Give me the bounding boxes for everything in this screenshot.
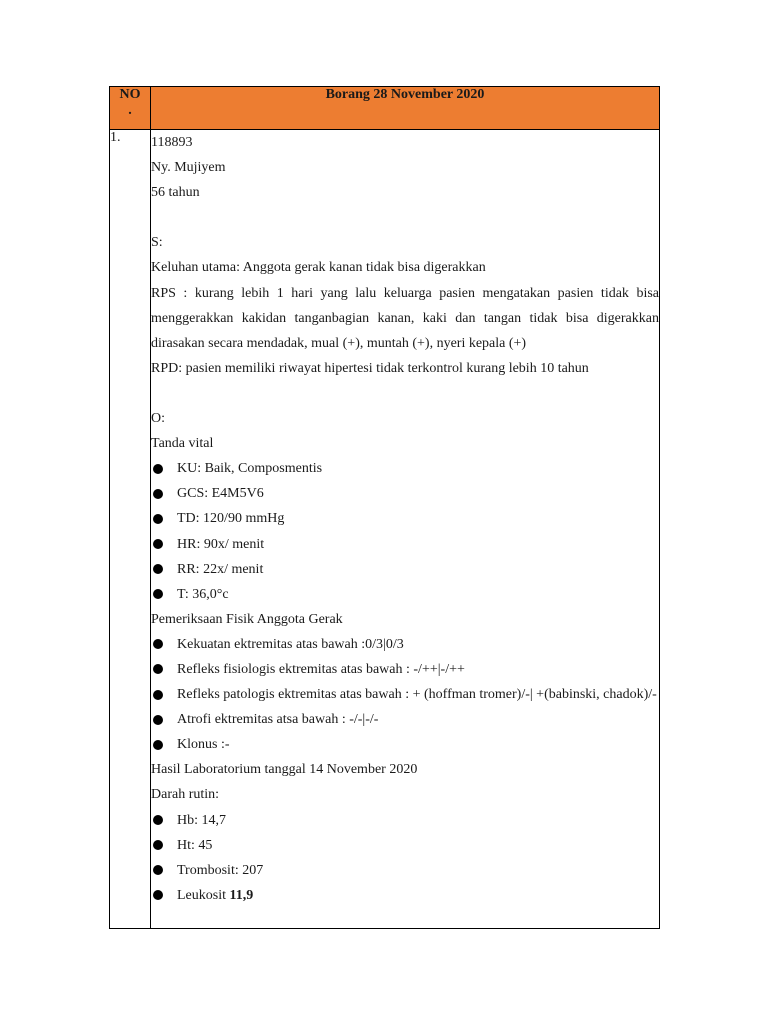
bullet-icon	[153, 639, 163, 649]
list-item	[151, 582, 659, 607]
bullet-icon	[153, 489, 163, 499]
bullet-icon	[153, 840, 163, 850]
exam-klonus: Klonus :-	[177, 737, 230, 753]
vital-temp: T: 36,0°c	[177, 586, 229, 602]
list-item	[151, 833, 659, 858]
table-row	[110, 130, 660, 929]
vitals-title: Tanda vital	[151, 436, 214, 452]
bullet-icon	[153, 664, 163, 674]
bullet-icon	[153, 514, 163, 524]
lab-leukosit-value: 11,9	[229, 887, 254, 903]
list-item	[151, 657, 659, 682]
spacer	[151, 205, 659, 230]
vital-ku: KU: Baik, Composmentis	[177, 461, 323, 477]
patient-id: 118893	[151, 135, 193, 150]
exam-refleks-patologis: Refleks patologis ektremitas atas bawah : + (hoffman tromer)/-| +(babinski, chadok)/-	[177, 687, 657, 703]
rps-paragraph: RPS : kurang lebih 1 hari yang lalu keluarga pasien mengatakan pasien tidak bisa menggerakkan kakidan tanganbagian kanan, kaki dan tangan tidak bisa digerakkan dirasakan secara mendadak, mual (+), muntah (+), nyeri kepala (+)	[151, 285, 659, 351]
borang-table	[109, 86, 660, 929]
bullet-icon	[153, 740, 163, 750]
no-header-line1: NO	[119, 87, 141, 102]
subjective-heading: S:	[151, 235, 163, 251]
vital-rr: RR: 22x/ menit	[177, 561, 264, 577]
list-item	[151, 506, 659, 531]
exam-atrofi: Atrofi ektremitas atsa bawah : -/-|-/-	[177, 712, 379, 728]
list-item	[151, 682, 659, 707]
bullet-icon	[153, 815, 163, 825]
bullet-icon	[153, 564, 163, 574]
keluhan-utama: Keluhan utama: Anggota gerak kanan tidak bisa digerakkan	[151, 260, 486, 276]
vital-hr: HR: 90x/ menit	[177, 536, 265, 552]
list-item	[151, 808, 659, 833]
patient-age: 56 tahun	[151, 185, 200, 201]
rpd-line: RPD: pasien memiliki riwayat hipertesi tidak terkontrol kurang lebih 10 tahun	[151, 360, 589, 376]
vital-gcs: GCS: E4M5V6	[177, 486, 264, 502]
list-item	[151, 732, 659, 757]
list-item	[151, 858, 659, 883]
list-item	[151, 632, 659, 657]
lab-trombosit: Trombosit: 207	[177, 862, 264, 878]
list-item	[151, 456, 659, 481]
bullet-icon	[153, 865, 163, 875]
list-item	[151, 532, 659, 557]
list-item	[151, 707, 659, 732]
lab-hb: Hb: 14,7	[177, 812, 226, 828]
row-number: 1.	[110, 130, 151, 929]
header-row	[110, 87, 660, 130]
list-item	[151, 481, 659, 506]
bullet-icon	[153, 464, 163, 474]
exam-kekuatan: Kekuatan ektremitas atas bawah :0/3|0/3	[177, 636, 404, 652]
vital-td: TD: 120/90 mmHg	[177, 511, 285, 527]
blood-title: Darah rutin:	[151, 787, 220, 803]
bullet-icon	[153, 539, 163, 549]
no-header-line2: .	[128, 103, 132, 118]
bullet-icon	[153, 589, 163, 599]
exam-title: Pemeriksaan Fisik Anggota Gerak	[151, 611, 343, 627]
row-content	[151, 130, 660, 929]
no-column-header	[110, 87, 151, 130]
exam-refleks-fisiologis: Refleks fisiologis ektremitas atas bawah : -/++|-/++	[177, 661, 465, 677]
objective-heading: O:	[151, 411, 165, 427]
lab-ht: Ht: 45	[177, 837, 213, 853]
list-item	[151, 883, 659, 908]
patient-name: Ny. Mujiyem	[151, 160, 226, 176]
lab-leukosit-label: Leukosit	[177, 887, 230, 903]
bullet-icon	[153, 890, 163, 900]
list-item	[151, 557, 659, 582]
bullet-icon	[153, 690, 163, 700]
borang-title: Borang 28 November 2020	[151, 87, 660, 130]
bullet-icon	[153, 715, 163, 725]
lab-title: Hasil Laboratorium tanggal 14 November 2020	[151, 762, 418, 778]
spacer	[151, 381, 659, 406]
